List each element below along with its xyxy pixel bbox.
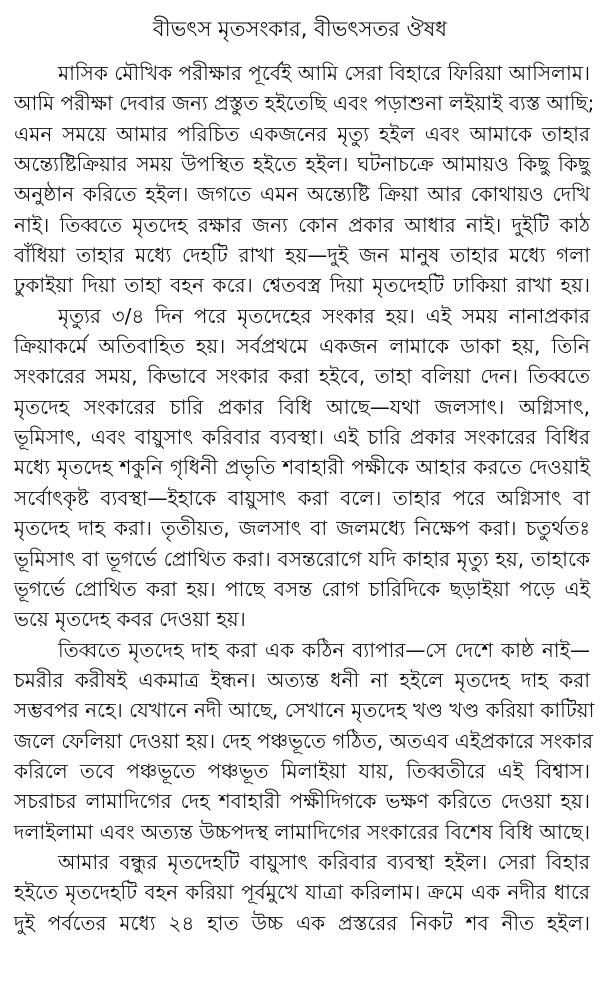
text-line: জলে ফেলিয়া দেওয়া হয়। দেহ পঞ্চভূতে গঠিত, অতএব এইপ্রকারে সংকার xyxy=(14,728,594,753)
text-line: হইতে মৃতদেহটি বহন করিয়া পূর্বমুখে যাত্রা করিলাম। ক্রমে এক নদীর ধারে xyxy=(14,880,590,905)
text-line: সম্ভবপর নহে। যেখানে নদী আছে, সেখানে মৃতদেহ খণ্ড খণ্ড করিয়া কাটিয়া xyxy=(14,698,595,723)
chapter-title: বীভৎস মৃতসংকার, বীভৎসতর ঔষধ xyxy=(152,17,448,41)
chapter-body xyxy=(14,58,595,938)
paragraph xyxy=(14,301,590,635)
text-line: মৃতদেহ সংকারের চারি প্রকার বিধি আছে—যথা জলসাৎ। অগ্নিসাৎ, xyxy=(14,394,590,419)
text-line: মৃত্যুর ৩/৪ দিন পরে মৃতদেহের সংকার হয়। এই সময় নানাপ্রকার xyxy=(58,303,590,328)
text-line: চমরীর করীষই একমাত্র ইন্ধন। অত্যন্ত ধনী না হইলে মৃতদেহ দাহ করা xyxy=(14,667,590,692)
text-line: মধ্যে মৃতদেহ শকুনি গৃধিনী প্রভৃতি শবাহারী পক্ষীকে আহার করতে দেওয়াই xyxy=(14,455,590,480)
text-line: সংকারের সময়, কিভাবে সংকার করা হইবে, তাহা বলিয়া দেন। তিব্বতে xyxy=(14,364,590,389)
text-line: সচরাচর লামাদিগের দেহ শবাহারী পক্ষীদিগকে ভক্ষণ করিতে দেওয়া হয়। xyxy=(14,789,590,814)
text-line: নাই। তিব্বতে মৃতদেহ রক্ষার জন্য কোন প্রকার আধার নাই। দুইটি কাঠ xyxy=(14,212,590,237)
text-line: ভয়ে মৃতদেহ কবর দেওয়া হয়। xyxy=(14,607,246,632)
paragraph xyxy=(14,635,595,847)
text-line: ক্রিয়াকর্মে অতিবাহিত হয়। সর্বপ্রথমে একজন লামাকে ডাকা হয়, তিনি xyxy=(14,334,590,359)
text-line: অন্ত্যেষ্টিক্রিয়ার সময় উপস্থিত হইতে হইল। ঘটনাচক্রে আমায়ও কিছু কিছু xyxy=(14,152,590,177)
text-line: ঢুকাইয়া দিয়া তাহা বহন করে। শ্বেতবস্ত্র দিয়া মৃতদেহটি ঢাকিয়া রাখা হয়। xyxy=(14,273,590,298)
text-line: বাঁধিয়া তাহার মধ্যে দেহটি রাখা হয়—দুই জন মানুষ তাহার মধ্যে গলা xyxy=(14,243,590,268)
text-line: দুই পর্বতের মধ্যে ২৪ হাত উচ্চ এক প্রস্তরের নিকট শব নীত হইল। xyxy=(14,910,590,935)
text-line: ভূগর্ভে প্রোথিত করা হয়। পাছে বসন্ত রোগ চারিদিকে ছড়াইয়া পড়ে এই xyxy=(14,576,590,601)
text-line: তিব্বতে মৃতদেহ দাহ করা এক কঠিন ব্যাপার—সে দেশে কাষ্ঠ নাই— xyxy=(58,637,590,662)
text-line: এমন সময়ে আমার পরিচিত একজনের মৃত্যু হইল এবং আমাকে তাহার xyxy=(14,121,590,146)
text-line: আমি পরীক্ষা দেবার জন্য প্রস্তুত হইতেছি এবং পড়াশুনা লইয়াই ব্যস্ত আছি; xyxy=(14,91,595,116)
text-line: দলাইলামা এবং অত্যন্ত উচ্চপদস্থ লামাদিগের সংকারের বিশেষ বিধি আছে। xyxy=(14,819,590,844)
text-line: মৃতদেহ দাহ করা। তৃতীয়ত, জলসাৎ বা জলমধ্যে নিক্ষেপ করা। চতুর্থতঃ xyxy=(14,516,590,541)
text-line: আমার বন্ধুর মৃতদেহটি বায়ুসাৎ করিবার ব্যবস্থা হইল। সেরা বিহার xyxy=(58,849,590,874)
text-line: সর্বোৎকৃষ্ট ব্যবস্থা—ইহাকে বায়ুসাৎ করা বলে। তাহার পরে অগ্নিসাৎ বা xyxy=(14,485,590,510)
paragraph xyxy=(14,847,590,938)
text-line: করিলে তবে পঞ্চভূতে পঞ্চভূত মিলাইয়া যায়, তিব্বতীরে এই বিশ্বাস। xyxy=(14,758,590,783)
text-line: ভূমিসাৎ বা ভূগর্ভে প্রোথিত করা। বসন্তরোগে যদি কাহার মৃত্যু হয়, তাহাকে xyxy=(14,546,590,571)
text-line: মাসিক মৌখিক পরীক্ষার পূর্বেই আমি সেরা বিহারে ফিরিয়া আসিলাম। xyxy=(58,61,590,85)
text-line: ভূমিসাৎ, এবং বায়ুসাৎ করিবার ব্যবস্থা। এই চারি প্রকার সংকারের বিধির xyxy=(14,425,590,450)
paragraph xyxy=(14,58,595,301)
text-line: অনুষ্ঠান করিতে হইল। জগতে এমন অন্ত্যেষ্টি ক্রিয়া আর কোথায়ও দেখি xyxy=(14,182,590,207)
